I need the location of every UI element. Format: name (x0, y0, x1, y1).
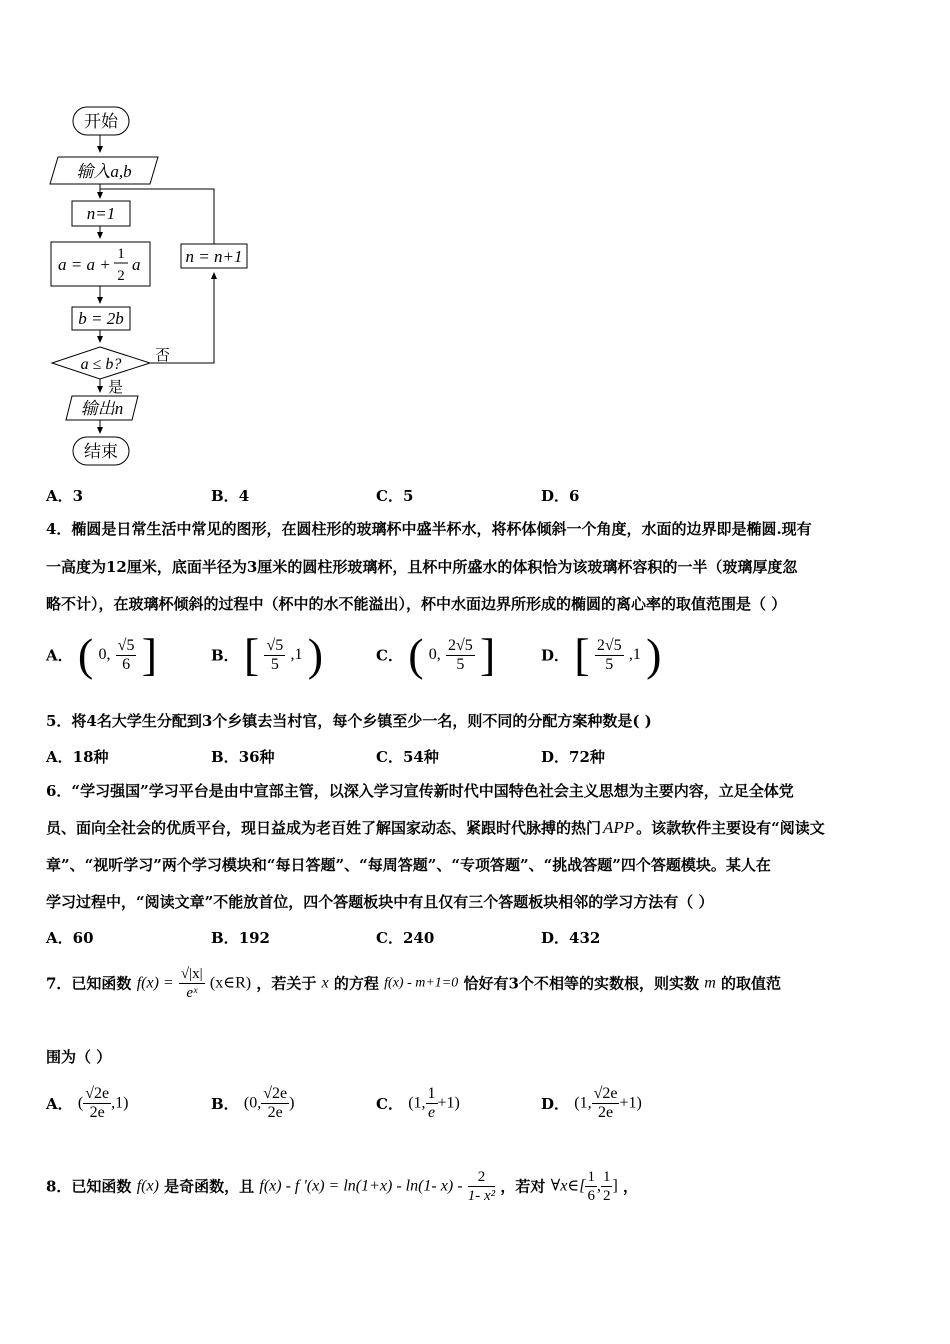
output-label: 输出n (80, 399, 124, 418)
assign-a-den: 2 (117, 268, 125, 284)
q5-option-b[interactable]: B．36种 (211, 748, 275, 766)
q6-option-a[interactable]: A．60 (46, 929, 94, 947)
q4-option-d[interactable]: D． [ $\frac{2√5}{5}$ ,1 ) (541, 629, 662, 680)
q5-option-c[interactable]: C．54种 (376, 748, 439, 766)
q5-option-d[interactable]: D．72种 (541, 748, 605, 766)
q5-option-a[interactable]: A．18种 (46, 748, 109, 766)
q7-option-b[interactable]: B． (0, $\frac{√2e}{2e}$ ) (211, 1085, 295, 1121)
init-label: n=1 (86, 204, 116, 223)
assign-b-label: b = 2b (78, 309, 124, 328)
q3-option-d[interactable]: D．6 (541, 487, 580, 505)
q6-line-2: 员、面向全社会的优质平台，现日益成为老百姓了解国家动态、紧跟时代脉搏的热门 APP 。该款软件主要设有“阅读文 (46, 818, 825, 837)
yes-label: 是 (108, 380, 124, 396)
assign-a-prefix: a = a + (58, 255, 111, 274)
q6-option-c[interactable]: C．240 (376, 929, 435, 947)
q4-line-3: 略不计），在玻璃杯倾斜的过程中（杯中的水不能溢出），杯中水面边界所形成的椭圆的离心率的取值范围是（ ） (46, 595, 787, 613)
flowchart (0, 0, 300, 480)
input-label: 输入a,b (76, 162, 132, 181)
q4-line-1: 4．椭圆是日常生活中常见的图形，在圆柱形的玻璃杯中盛半杯水，将杯体倾斜一个角度，水面的边界即是椭圆.现有 (46, 520, 812, 538)
q3-option-a[interactable]: A．3 (46, 487, 84, 505)
q6-option-d[interactable]: D．432 (541, 929, 601, 947)
q7-option-a[interactable]: A． ( $\frac{√2e}{2e}$ ,1) (46, 1085, 129, 1121)
q7-option-c[interactable]: C． (1, $\frac{1}{e}$ +1) (376, 1085, 460, 1121)
q4-option-c[interactable]: C． ( 0, $\frac{2√5}{5}$ ] (376, 629, 496, 680)
increment-label: n = n+1 (185, 247, 243, 266)
no-label: 否 (155, 348, 171, 364)
q6-line-1: 6．“学习强国”学习平台是由中宣部主管，以深入学习宣传新时代中国特色社会主义思想为主要内容，立足全体党 (46, 782, 794, 800)
assign-a-suffix: a (132, 255, 141, 274)
q6-line-4: 学习过程中，“阅读文章”不能放首位，四个答题板块中有且仅有三个答题板块相邻的学习方法有（ ） (46, 893, 714, 911)
assign-a-num: 1 (117, 246, 125, 262)
q3-option-c[interactable]: C．5 (376, 487, 414, 505)
q4-option-a[interactable]: A． ( 0, $\frac{√5}{6}$ ] (46, 629, 158, 680)
start-label: 开始 (84, 112, 118, 131)
q5-text: 5．将4名大学生分配到3个乡镇去当村官，每个乡镇至少一名，则不同的分配方案种数是( ) (46, 712, 652, 730)
q7-line-2: 围为（ ） (46, 1048, 112, 1066)
q3-option-b[interactable]: B．4 (211, 487, 250, 505)
q7-option-d[interactable]: D． (1, $\frac{√2e}{2e}$ +1) (541, 1085, 642, 1121)
q4-line-2: 一高度为12厘米，底面半径为3厘米的圆柱形玻璃杯，且杯中所盛水的体积恰为该玻璃杯容积的一半（玻璃厚度忽 (46, 558, 798, 576)
end-label: 结束 (84, 442, 118, 461)
condition-label: a ≤ b? (80, 356, 122, 373)
q7-stem: 7．已知函数 f(x) = $\frac{√|x|}{\text{eˣ}}$ (x∈R) ，若关于 x 的方程 f(x) - m+1=0 恰好有3个不相等的实数根，则实数 m 的取值范 (46, 966, 781, 1001)
q8-stem: 8．已知函数 f(x) 是奇函数，且 f(x) - f '(x) = ln(1+x) - ln(1- x) - $\frac{2}{\text{1- x²}}$ ，若对 ∀x∈[ $\frac{1}{6}$ , $\frac{1}{2}$ ] ， (46, 1169, 639, 1204)
q6-line-3: 章”、“视听学习”两个学习模块和“每日答题”、“每周答题”、“专项答题”、“挑战答题”四个答题模块。某人在 (46, 856, 771, 874)
q4-option-b[interactable]: B． [ $\frac{√5}{5}$ ,1 ) (211, 629, 324, 680)
q6-option-b[interactable]: B．192 (211, 929, 270, 947)
